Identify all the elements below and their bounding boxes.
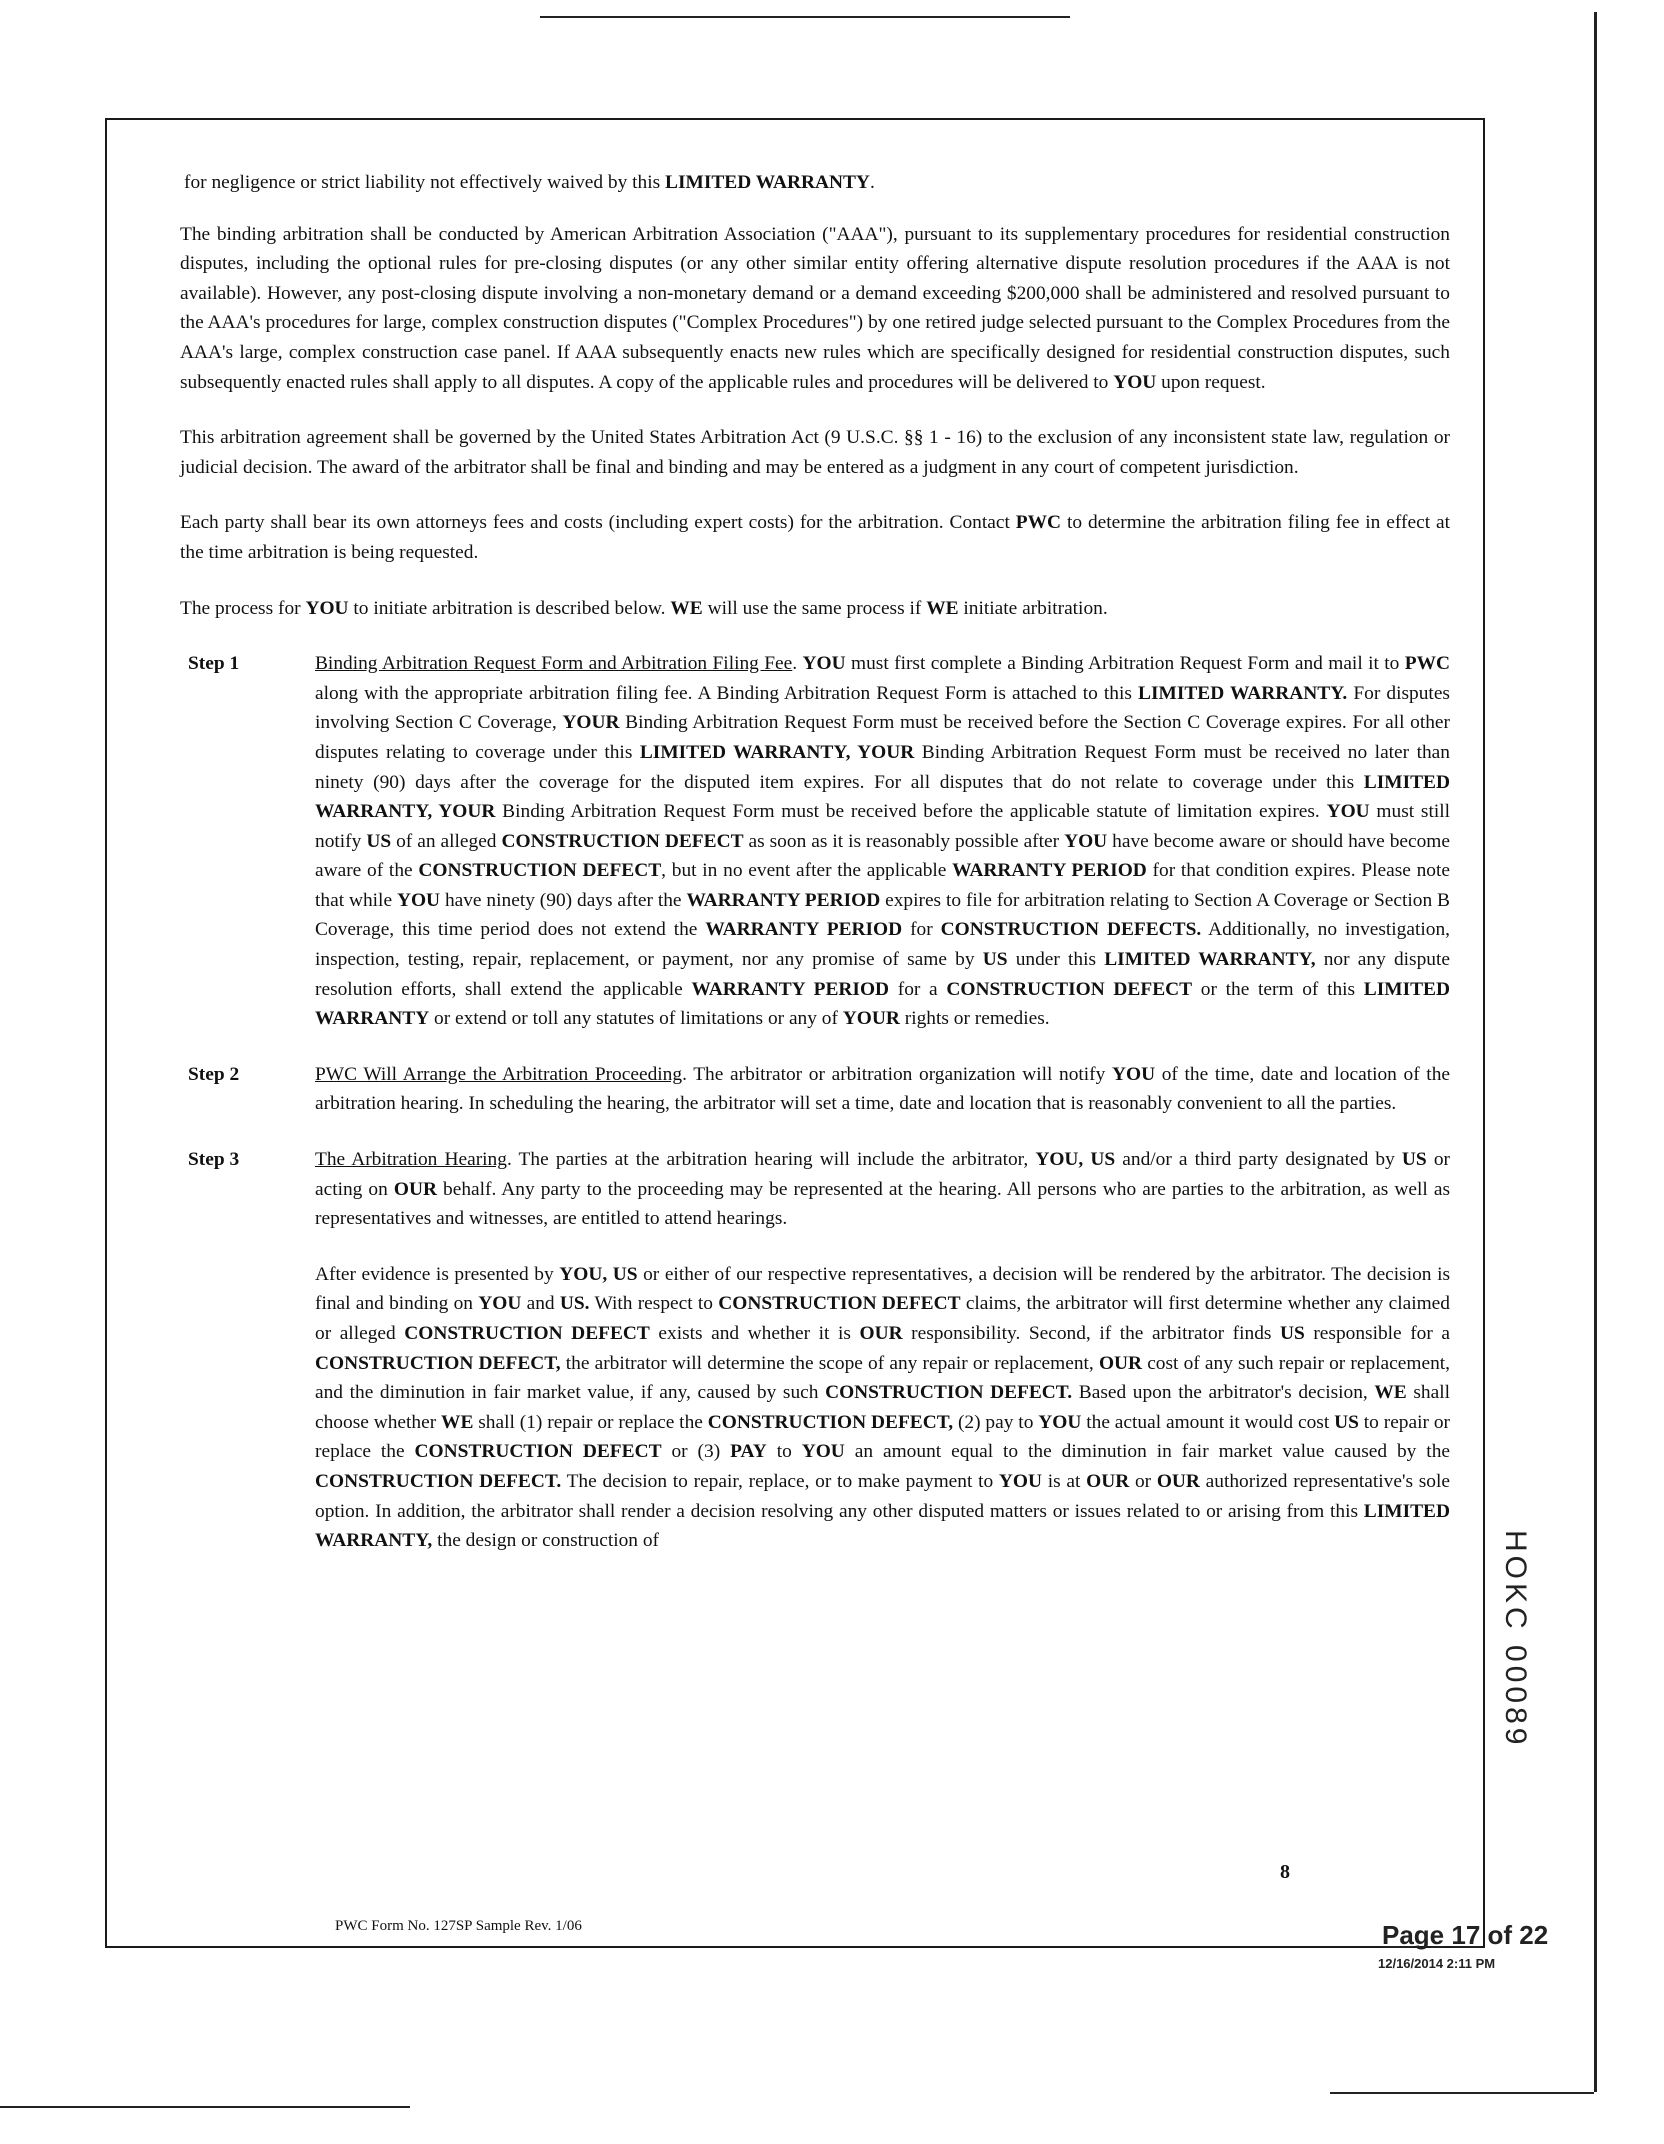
opening-line: for negligence or strict liability not effectively waived by this LIMITED WARRANTY. bbox=[184, 172, 875, 193]
page-counter bbox=[1382, 1920, 1548, 1951]
step-2: Step 2 PWC Will Arrange the Arbitration Proceeding. The arbitrator or arbitration organization will notify YOU of the time, date and location of the arbitration hearing. In scheduling the hearing, the arbitrator will set a time, date and location that is reasonably convenient to all the parties. bbox=[180, 1060, 1450, 1119]
form-number: PWC Form No. 127SP Sample Rev. 1/06 bbox=[335, 1918, 582, 1934]
page-current: 17 bbox=[1451, 1920, 1481, 1950]
paragraph-process: The process for YOU to initiate arbitration is described below. WE will use the same process if WE initiate arbitration. bbox=[180, 597, 1108, 619]
bates-number: HOKC 00089 bbox=[1499, 1530, 1532, 1749]
step-2-title: PWC Will Arrange the Arbitration Proceeding bbox=[315, 1063, 683, 1085]
paragraph-aaa: The binding arbitration shall be conducted by American Arbitration Association ("AAA"), pursuant to its supplementary procedures for residential construction disputes, including the optional rules for pre-closing disputes (or any other similar entity offering alternative dispute resolution procedures if the AAA is not available). However, any post-closing dispute involving a non-monetary demand or a demand exceeding $200,000 shall be administered and resolved pursuant to the AAA's procedures for large, complex construction disputes ("Complex Procedures") by one retired judge selected pursuant to the Complex Procedures from the AAA's large, complex construction case panel. If AAA subsequently enacts new rules which are specifically designed for residential construction disputes, such subsequently enacted rules shall apply to all disputes. A copy of the applicable rules and procedures will be delivered to YOU upon request. bbox=[180, 223, 1450, 393]
scan-artifact-top bbox=[540, 16, 1070, 18]
paragraph-governing-law: This arbitration agreement shall be governed by the United States Arbitration Act (9 U.S.C. §§ 1 - 16) to the exclusion of any inconsistent state law, regulation or judicial decision. The award of the arbitrator shall be final and binding and may be entered as a judgment in any court of competent jurisdiction. bbox=[180, 427, 1450, 478]
page-total: of 22 bbox=[1487, 1920, 1549, 1950]
step-3: Step 3 The Arbitration Hearing. The parties at the arbitration hearing will include the arbitrator, YOU, US and/or a third party designated by US or acting on OUR behalf. Any party to the proceeding may be represented at the hearing. All persons who are parties to the arbitration, as well as representatives and witnesses, are entitled to attend hearings. bbox=[180, 1145, 1450, 1234]
step-1: Step 1 Binding Arbitration Request Form and Arbitration Filing Fee. YOU must first complete a Binding Arbitration Request Form and mail it to PWC along with the appropriate arbitration filing fee. A Binding Arbitration Request Form is attached to this LIMITED WARRANTY. For disputes involving Section C Coverage, YOUR Binding Arbitration Request Form must be received before the Section C Coverage expires. For all other disputes relating to coverage under this LIMITED WARRANTY, YOUR Binding Arbitration Request Form must be received no later than ninety (90) days after the coverage for the disputed item expires. For all disputes that do not relate to coverage under this LIMITED WARRANTY, YOUR Binding Arbitration Request Form must be received before the applicable statute of limitation expires. YOU must still notify US of an alleged CONSTRUCTION DEFECT as soon as it is reasonably possible after YOU have become aware or should have become aware of the CONSTRUCTION DEFECT, but in no event after the applicable WARRANTY PERIOD for that condition expires. Please note that while YOU have ninety (90) days after the WARRANTY PERIOD expires to file for arbitration relating to Section A Coverage or Section B Coverage, this time period does not extend the WARRANTY PERIOD for CONSTRUCTION DEFECTS. Additionally, no investigation, inspection, testing, repair, replacement, or payment, nor any promise of same by US under this LIMITED WARRANTY, nor any dispute resolution efforts, shall extend the applicable WARRANTY PERIOD for a CONSTRUCTION DEFECT or the term of this LIMITED WARRANTY or extend or toll any statutes of limitations or any of YOUR rights or remedies. bbox=[180, 649, 1450, 1034]
step-2-label: Step 2 bbox=[188, 1063, 240, 1085]
print-timestamp: 12/16/2014 2:11 PM bbox=[1378, 1956, 1496, 1971]
step-3-title: The Arbitration Hearing bbox=[315, 1149, 507, 1171]
step-3-label: Step 3 bbox=[188, 1149, 240, 1171]
page-number: 8 bbox=[1280, 1861, 1290, 1883]
paragraph-fees: Each party shall bear its own attorneys fees and costs (including expert costs) for the arbitration. Contact PWC to determine the arbitration filing fee in effect at the time arbitration is being requested. bbox=[180, 512, 1451, 563]
scan-artifact-bottom-right bbox=[1330, 2092, 1594, 2094]
paragraph-decision: After evidence is presented by YOU, US or either of our respective representatives, a decision will be rendered by the arbitrator. The decision is final and binding on YOU and US. With respect to CONSTRUCTION DEFECT claims, the arbitrator will first determine whether any claimed or alleged CONSTRUCTION DEFECT exists and whether it is OUR responsibility. Second, if the arbitrator finds US responsible for a CONSTRUCTION DEFECT, the arbitrator will determine the scope of any repair or replacement, OUR cost of any such repair or replacement, and the diminution in fair market value, if any, caused by such CONSTRUCTION DEFECT. Based upon the arbitrator's decision, WE shall choose whether WE shall (1) repair or replace the CONSTRUCTION DEFECT, (2) pay to YOU the actual amount it would cost US to repair or replace the CONSTRUCTION DEFECT or (3) PAY to YOU an amount equal to the diminution in fair market value caused by the CONSTRUCTION DEFECT. The decision to repair, replace, or to make payment to YOU is at OUR or OUR authorized representative's sole option. In addition, the arbitrator shall render a decision resolving any other disputed matters or issues related to or arising from this LIMITED WARRANTY, the design or construction of bbox=[315, 1263, 1451, 1552]
page-word: Page bbox=[1382, 1920, 1445, 1950]
scan-artifact-bottom-left bbox=[0, 2106, 410, 2108]
step-1-title: Binding Arbitration Request Form and Arbitration Filing Fee bbox=[315, 653, 793, 675]
document-body bbox=[180, 168, 1450, 1582]
step-1-label: Step 1 bbox=[188, 653, 240, 675]
scan-artifact-right-edge bbox=[1594, 12, 1597, 2092]
